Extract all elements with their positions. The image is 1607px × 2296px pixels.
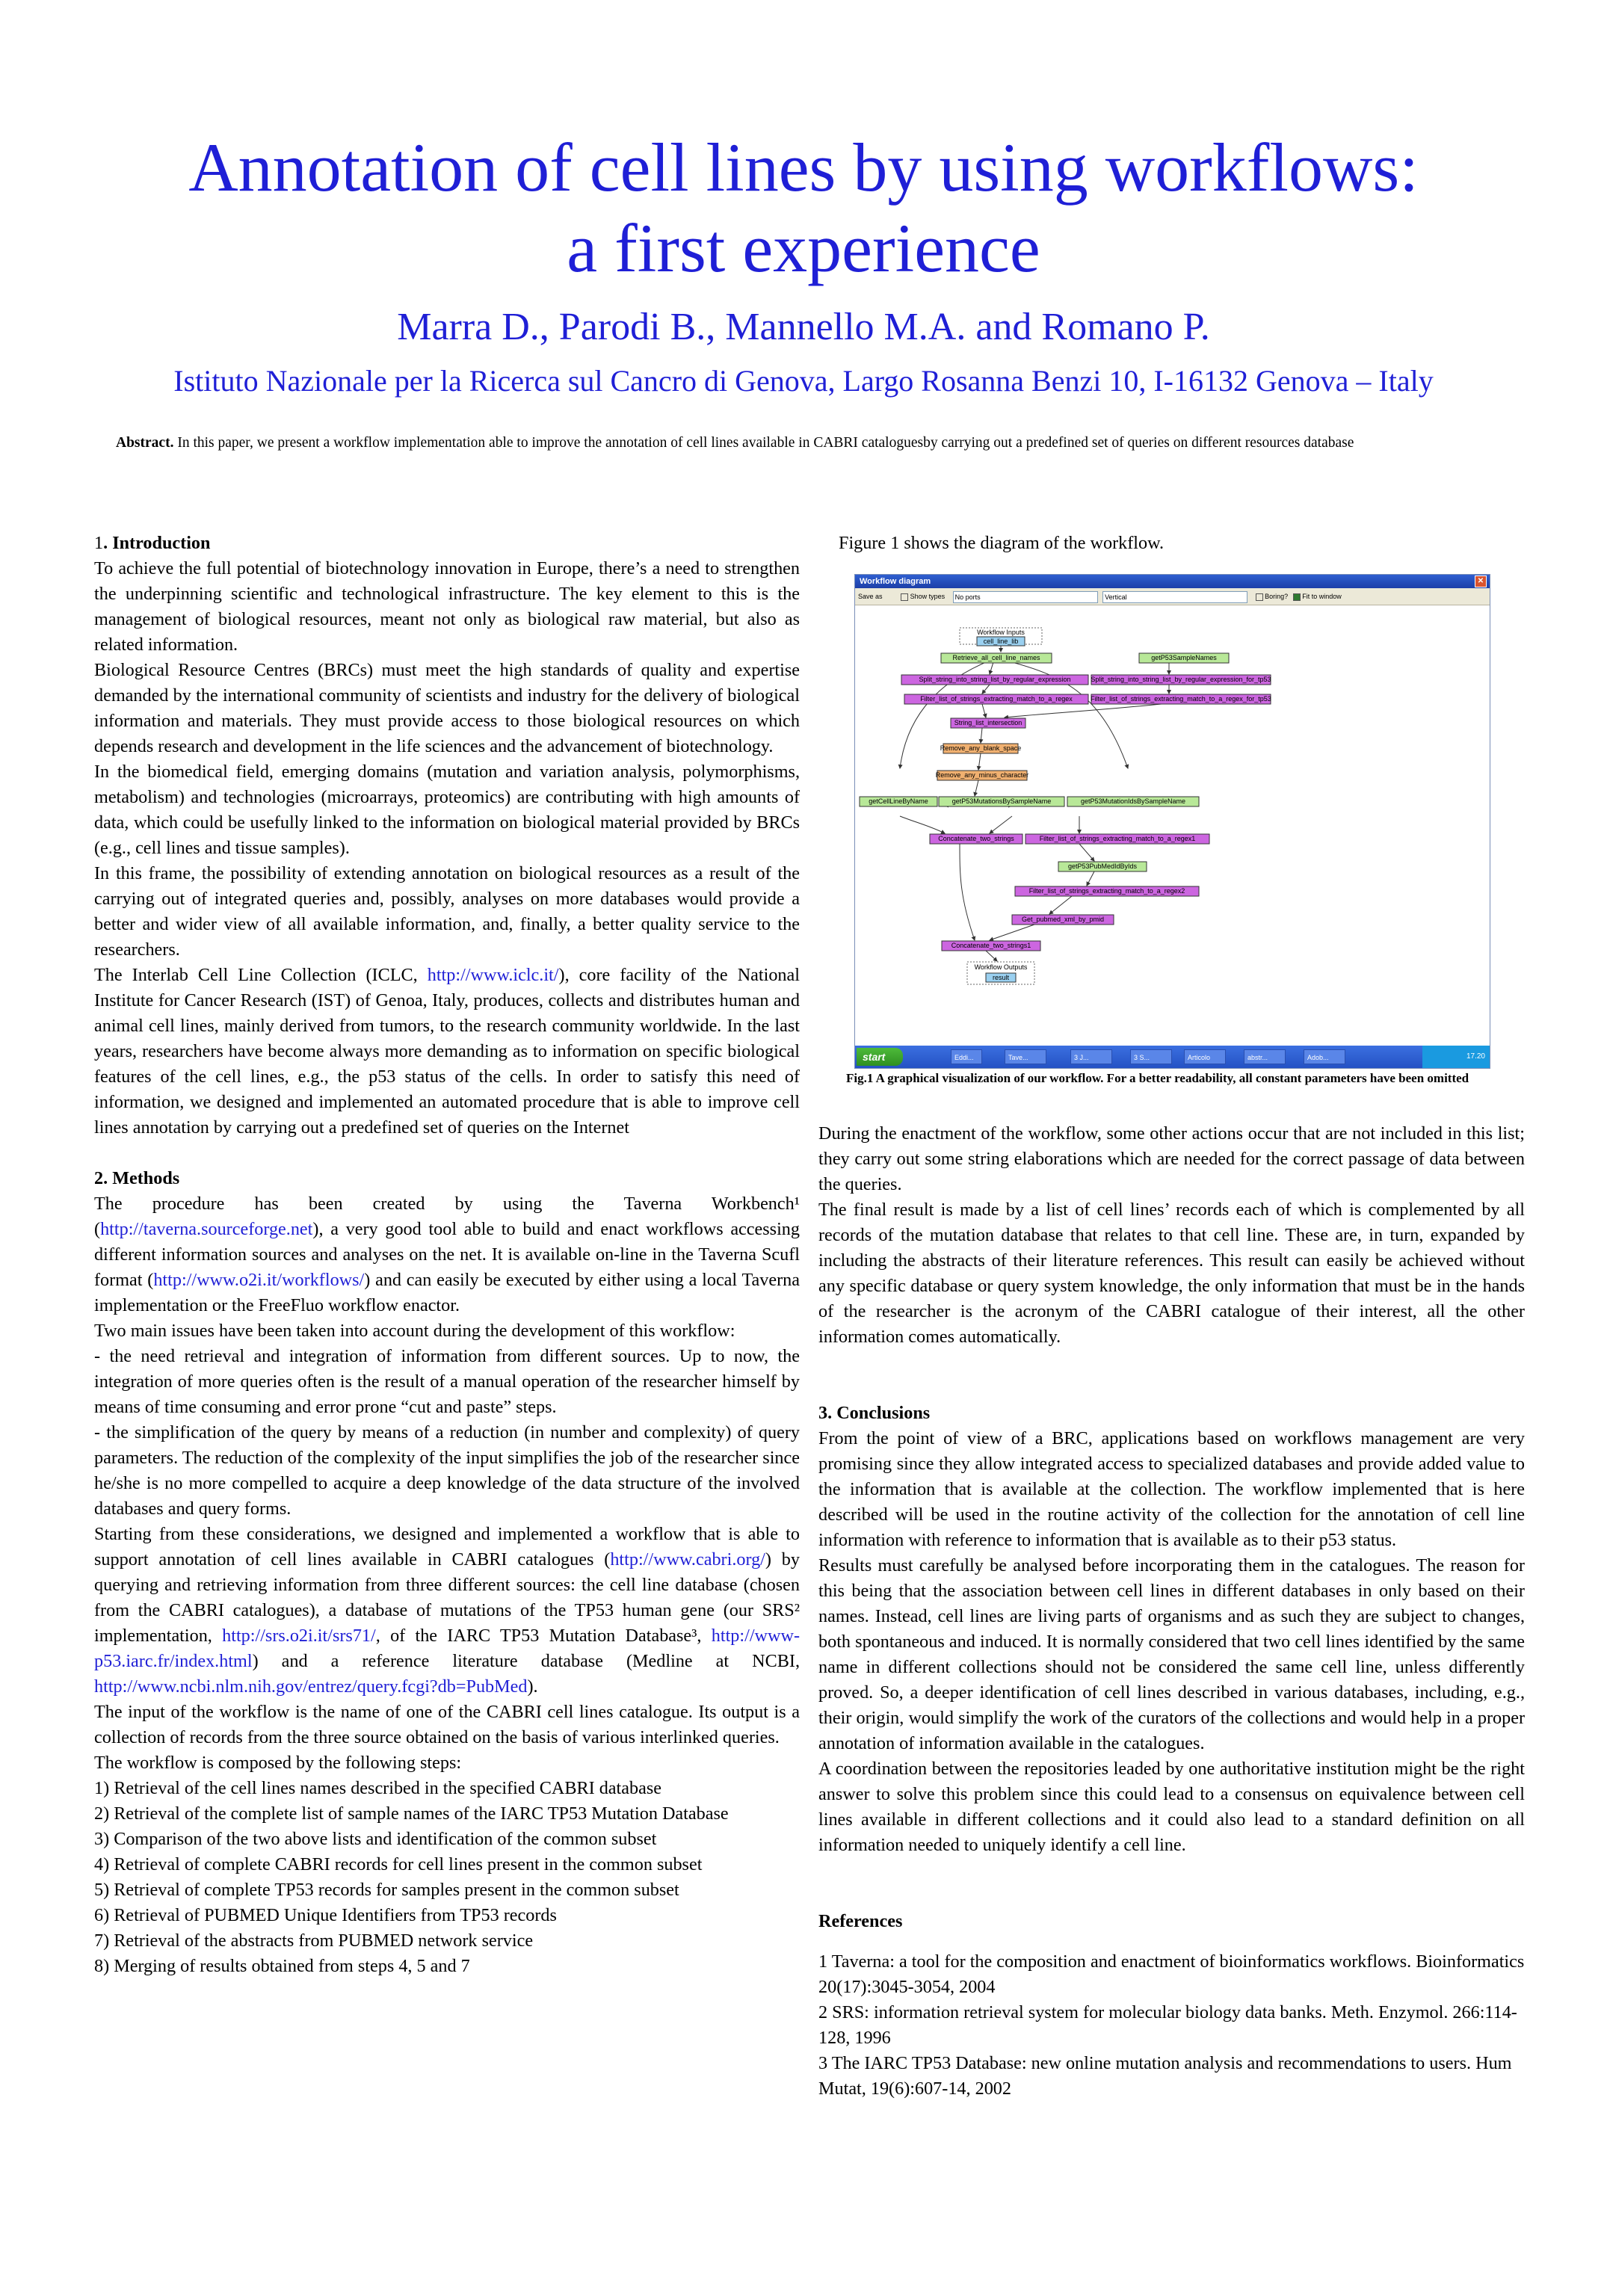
node-result: result (992, 974, 1010, 981)
node-getxml: Get_pubmed_xml_by_pmid (1021, 916, 1105, 923)
taskbar-item[interactable]: Adob... (1304, 1049, 1345, 1064)
methods-paragraph (94, 1191, 800, 1318)
show-types-label: Show types (910, 593, 946, 600)
figure-intro: Figure 1 shows the diagram of the workflow. (839, 533, 1165, 553)
workflow-outputs-label: Workflow Outputs (974, 963, 1028, 971)
intro-heading-text: . Introduction (103, 533, 211, 553)
intro-paragraph: In the biomedical field, emerging domains (mutation and variation analysis, polymorphisms, metabolism) and technologies (microarrays, proteomics) are contributing with high amounts of data, which could be usefully linked to the information on biological material provided by BRCs (e.g., cell lines and tissue samples). (94, 762, 800, 858)
taskbar-item[interactable]: Articolo (1184, 1049, 1226, 1064)
text-span: The procedure has been created by using the Taverna Workbench¹ ( (94, 1194, 800, 1239)
srs-link[interactable]: http://srs.o2i.it/srs71/ (222, 1626, 376, 1646)
step-item: 6) Retrieval of PUBMED Unique Identifiers from TP53 records (94, 1905, 557, 1925)
text-span: ) by querying and retrieving information from three different sources: the cell line database (chosen from the CABRI catalogues), a database of mutations of the TP53 human gene (our SRS² implementation, (94, 1549, 800, 1646)
methods-paragraph: Two main issues have been taken into account during the development of this workflow: (94, 1321, 735, 1341)
window-title: Workflow diagram (860, 577, 931, 586)
methods-paragraph: The workflow is composed by the following steps: (94, 1753, 462, 1773)
taskbar-item[interactable]: Tave... (1005, 1049, 1046, 1064)
text-span: ), core facility of the National Institute for Cancer Research (IST) of Genoa, Italy, produces, collects and distributes human and animal cell lines, mainly derived from tumors, to the research community worldwide. In the last years, researchers have become always more demanding as to information on specific biological features of the cell lines, e.g., the p53 status of the cells. In order to satisfy this need of information, we designed and implemented an automated procedure that is able to improve cell lines annotation by carrying out a predefined set of queries on the Internet (94, 965, 800, 1138)
show-types-checkbox[interactable] (901, 593, 908, 601)
intro-paragraph (94, 963, 800, 1141)
reference-item: 1 Taverna: a tool for the composition and enactment of bioinformatics workflows. Bioinformatics 20(17):3045-3054, 2004 (818, 1951, 1525, 1997)
step-item: 4) Retrieval of complete CABRI records for cell lines present in the common subset (94, 1854, 703, 1874)
pubmed-link[interactable]: http://www.ncbi.nlm.nih.gov/entrez/query.fcgi?db=PubMed (94, 1676, 528, 1697)
methods-paragraph (94, 1522, 800, 1700)
methods-paragraph: - the simplification of the query by means of a reduction (in number and complexity) of query parameters. The reduction of the complexity of the input simplifies the job of the researcher since he/she is no more compelled to acquire a deep knowledge of the data structure of the involved databases and query forms. (94, 1422, 800, 1519)
orientation-select[interactable]: Vertical (1102, 591, 1247, 603)
window-toolbar (855, 588, 1490, 605)
node-filter2: Filter_list_of_strings_extracting_match_to_a_regex_for_tp53 (1091, 695, 1271, 703)
node-split2: Split_string_into_string_list_by_regular_expression_for_tp53 (1091, 676, 1271, 683)
spacer (94, 1141, 800, 1166)
abstract (116, 432, 1484, 454)
close-icon[interactable]: ✕ (1475, 575, 1487, 587)
spacer (818, 1375, 1525, 1401)
right-column (818, 1121, 1525, 2102)
step-item: 7) Retrieval of the abstracts from PUBMED network service (94, 1931, 534, 1951)
cabri-link[interactable]: http://www.cabri.org/ (610, 1549, 765, 1570)
iarc-link[interactable]: http://www-p53.iarc.fr/index.html (94, 1626, 800, 1671)
intro-heading-number: 1 (94, 533, 104, 553)
workflow-diagram (855, 605, 1490, 1045)
workflow-inputs-label: Workflow Inputs (977, 629, 1025, 636)
window-titlebar (855, 575, 1490, 588)
intro-paragraph: In this frame, the possibility of extending annotation on biological resources as a result of the carrying out of integrated queries and, possibly, analyses on more databases would provide a better and wider view of all available information, and, finally, a better quality service to the researchers. (94, 863, 800, 960)
authors: Marra D., Parodi B., Mannello M.A. and Romano P. (397, 306, 1210, 348)
node-cell-line-lib: cell_line_lib (983, 638, 1019, 645)
fit-checkbox[interactable] (1293, 593, 1301, 601)
fit-label: Fit to window (1302, 593, 1342, 600)
abstract-text: In this paper, we present a workflow implementation able to improve the annotation of cell lines available in CABRI cataloguesby carrying out a predefined set of queries on different resources database (177, 435, 1354, 451)
step-item: 2) Retrieval of the complete list of sample names of the IARC TP53 Mutation Database (94, 1803, 729, 1824)
node-filter4: Filter_list_of_strings_extracting_match_to_a_regex2 (1028, 887, 1185, 895)
windows-taskbar (855, 1046, 1490, 1068)
node-getpubmed: getP53PubMedIdByIds (1067, 862, 1138, 870)
node-filter3: Filter_list_of_strings_extracting_match_to_a_regex1 (1039, 835, 1196, 842)
title-line-2: a first experience (567, 210, 1040, 286)
start-button[interactable]: start (857, 1048, 903, 1066)
affiliation: Istituto Nazionale per la Ricerca sul Cancro di Genova, Largo Rosanna Benzi 10, I-16132 Genova – Italy (173, 364, 1434, 398)
abstract-label: Abstract. (116, 435, 174, 451)
methods-heading: 2. Methods (94, 1168, 180, 1188)
step-item: 5) Retrieval of complete TP53 records for samples present in the common subset (94, 1880, 679, 1900)
methods-paragraph: The input of the workflow is the name of one of the CABRI cell lines catalogue. Its output is a collection of records from the three source obtained on the basis of various interlinked queries. (94, 1702, 800, 1747)
node-remove-minus: Remove_any_minus_character (935, 771, 1029, 779)
text-span: The Interlab Cell Line Collection (ICLC, (94, 965, 428, 985)
boring-checkbox[interactable] (1256, 593, 1263, 601)
node-concat2: Concatenate_two_strings1 (951, 942, 1031, 949)
title-line-1: Annotation of cell lines by using workflows: (188, 129, 1419, 206)
reference-item: 3 The IARC TP53 Database: new online mutation analysis and recommendations to users. Hum Mutat, 19(6):607-14, 2002 (818, 2053, 1512, 2099)
intro-paragraph: To achieve the full potential of biotechnology innovation in Europe, there’s a need to strengthen the underpinning scientific and technological infrastructure. The key element to this is the management of biological resources, meant not only as biological raw material, but also as related information. (94, 558, 800, 655)
node-getmut: getP53MutationsBySampleName (951, 797, 1052, 805)
text-span: ). (527, 1676, 538, 1697)
node-filter1: Filter_list_of_strings_extracting_match_to_a_regex (920, 695, 1073, 703)
methods-paragraph: - the need retrieval and integration of information from different sources. Up to now, the integration of more queries often is the result of a manual operation of the researcher himself by means of time consuming and error prone “cut and paste” steps. (94, 1346, 800, 1417)
reference-item: 2 SRS: information retrieval system for molecular biology data banks. Meth. Enzymol. 266:114-128, 1996 (818, 2002, 1517, 2048)
intro-paragraph: Biological Resource Centres (BRCs) must meet the high standards of quality and expertise demanded by the international community of scientists and industry for the delivery of biological information and materials. They must provide access to those biological resources on which depends research and development in the life sciences and the advancement of biotechnology. (94, 660, 800, 756)
taskbar-item[interactable]: 3 S... (1130, 1049, 1172, 1064)
node-intersection: String_list_intersection (954, 719, 1023, 726)
node-getp53sample: getP53SampleNames (1151, 654, 1217, 661)
results-paragraph: During the enactment of the workflow, some other actions occur that are not included in this list; they carry out some string elaborations which are needed for the correct passage of data between the queries. (818, 1123, 1525, 1194)
boring-label: Boring? (1265, 593, 1289, 600)
text-span: Starting from these considerations, we designed and implemented a workflow that is able to support annotation of cell lines available in CABRI catalogues ( (94, 1524, 800, 1570)
workflows-link[interactable]: http://www.o2i.it/workflows/ (153, 1270, 365, 1290)
spacer (818, 1883, 1525, 1909)
workflow-screenshot (854, 574, 1490, 1069)
conclusions-heading: 3. Conclusions (818, 1403, 931, 1423)
iclc-link[interactable]: http://www.iclc.it/ (427, 965, 559, 985)
node-concat1: Concatenate_two_strings (938, 835, 1014, 842)
text-span: ) and a reference literature database (Medline at NCBI, (252, 1651, 800, 1671)
system-tray-clock: 17.20 (1422, 1046, 1490, 1068)
spacer (818, 1350, 1525, 1375)
spacer (818, 1934, 1525, 1949)
step-item: 3) Comparison of the two above lists and identification of the common subset (94, 1829, 657, 1849)
figure-caption: Fig.1 A graphical visualization of our workflow. For a better readability, all constant parameters have been omitted (846, 1071, 1469, 1085)
references-heading: References (818, 1911, 903, 1931)
taverna-link[interactable]: http://taverna.sourceforge.net (100, 1219, 313, 1239)
text-span: ), a very good tool able to build and enact workflows accessing different information sources and analyses on the net. It is available on-line in the Taverna Scufl format ( (94, 1219, 800, 1290)
results-paragraph: The final result is made by a list of cell lines’ records each of which is complemented by all records of the mutation database that relates to that cell line. These are, in turn, expanded by including the abstracts of their literature references. This result can easily be achieved without any specific database or query system knowledge, the only information that must be in the hands of the researcher is the acronym of the CABRI catalogue of their interest, all the other information comes automatically. (818, 1200, 1525, 1347)
text-span: ) and can easily be executed by either using a local Taverna implementation or the FreeFluo workflow enactor. (94, 1270, 801, 1315)
node-remove-blank: Remove_any_blank_space (940, 744, 1022, 752)
conclusions-paragraph: Results must carefully be analysed before incorporating them in the catalogues. The reason for this being that the association between cell lines in different databases in only based on their names. Instead, cell lines are living parts of organisms and as such they are subject to changes, both spontaneous and induced. It is normally considered that two cell lines identified by the same name in different collections should not be considered the same cell line, unless differently proved. So, a deeper identification of cell lines described in various databases, including, e.g., their origin, would simplify the work of the curators of the collections and would help in a proper annotation of information available in the catalogues. (818, 1555, 1525, 1753)
paper-title (0, 127, 1607, 288)
node-getcellline: getCellLineByName (869, 797, 928, 805)
intro-heading (94, 531, 800, 556)
spacer (818, 1858, 1525, 1883)
node-retrieve: Retrieve_all_cell_line_names (952, 654, 1040, 661)
text-span: , of the IARC TP53 Mutation Database³, (375, 1626, 712, 1646)
left-column (94, 531, 800, 1979)
taskbar-item[interactable]: 3 J... (1070, 1049, 1112, 1064)
node-split1: Split_string_into_string_list_by_regular_expression (919, 676, 1071, 683)
step-item: 8) Merging of results obtained from steps 4, 5 and 7 (94, 1956, 470, 1976)
step-item: 1) Retrieval of the cell lines names described in the specified CABRI database (94, 1778, 661, 1798)
taskbar-item[interactable]: abstr... (1244, 1049, 1286, 1064)
conclusions-paragraph: A coordination between the repositories leaded by one authoritative institution might be the right answer to solve this problem since this could lead to a consensus on equivalence between cell lines available in different collections and it could also lead to a standard definition on all information needed to uniquely identify a cell line. (818, 1759, 1525, 1855)
ports-select[interactable]: No ports (953, 591, 1098, 603)
conclusions-paragraph: From the point of view of a BRC, applications based on workflows management are very promising since they allow integrated access to specialized databases and provide added value to the information that is available at the collection. The workflow implemented that is here described will be used in the routine activity of the collection for the annotation of cell line information with reference to information that is available as to their p53 status. (818, 1428, 1525, 1550)
node-getmutid: getP53MutationIdsBySampleName (1080, 797, 1186, 805)
taskbar-item[interactable]: Eddi... (951, 1049, 982, 1064)
save-as-button[interactable]: Save as (858, 593, 883, 600)
